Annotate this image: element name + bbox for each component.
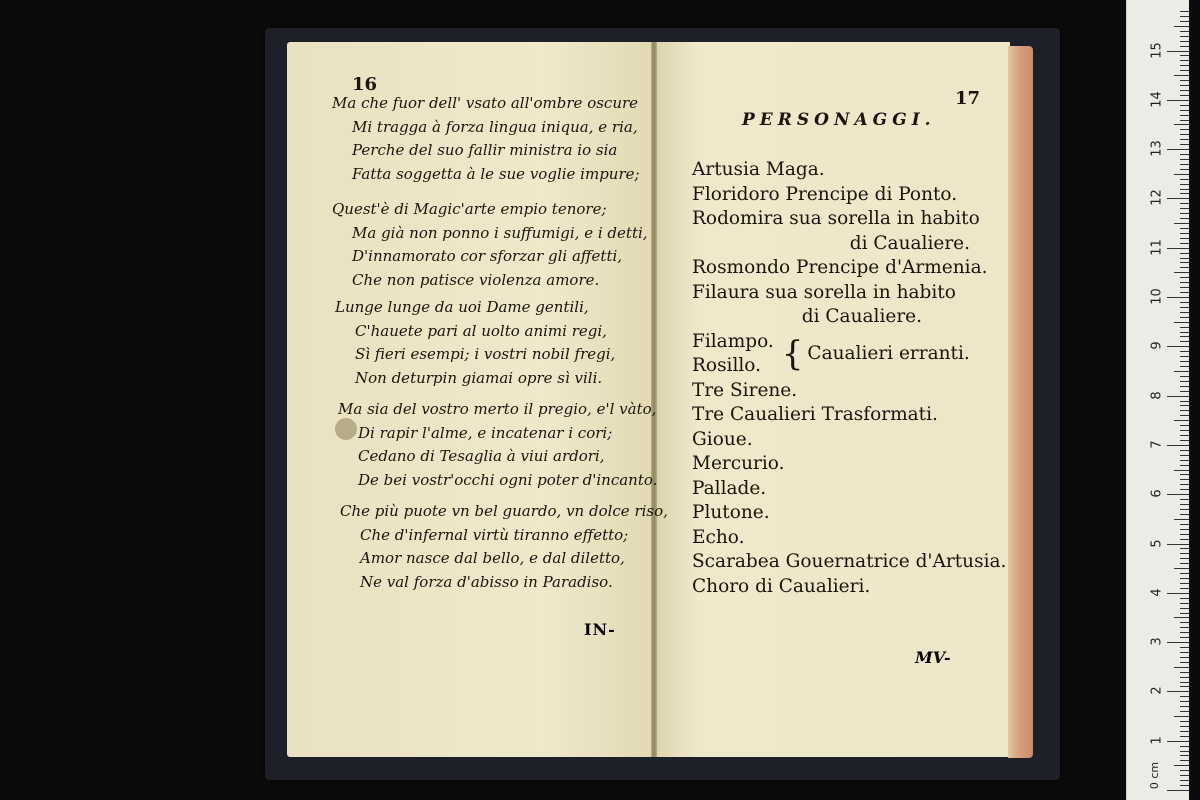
ruler-tick xyxy=(1180,770,1189,771)
ruler-tick xyxy=(1180,573,1189,574)
cast-entry: Tre Caualieri Trasformati. xyxy=(692,404,938,425)
verse-line: C'hauete pari al uolto animi regi, xyxy=(355,321,607,340)
verse-line: Di rapir l'alme, e incatenar i cori; xyxy=(358,423,613,442)
ruler-tick xyxy=(1167,396,1189,397)
ruler-tick xyxy=(1180,16,1189,17)
ruler-tick xyxy=(1180,435,1189,436)
ruler-tick xyxy=(1180,262,1189,263)
ruler-tick xyxy=(1180,410,1189,411)
ruler-unit-label: 0 cm xyxy=(1148,761,1162,790)
ruler-tick xyxy=(1180,218,1189,219)
cast-entry: Filaura sua sorella in habito xyxy=(692,281,956,303)
ruler-tick xyxy=(1167,691,1189,692)
ruler-tick xyxy=(1180,144,1189,145)
ruler-tick xyxy=(1180,70,1189,71)
ruler-tick xyxy=(1180,361,1189,362)
ruler-tick xyxy=(1180,760,1189,761)
ruler-tick xyxy=(1180,302,1189,303)
page-edges xyxy=(1008,46,1033,758)
ruler-tick xyxy=(1180,479,1189,480)
ruler-tick xyxy=(1180,55,1189,56)
ruler-tick xyxy=(1180,514,1189,515)
ruler-tick xyxy=(1174,470,1189,471)
ruler-tick xyxy=(1180,193,1189,194)
ruler-tick xyxy=(1180,460,1189,461)
ruler-tick xyxy=(1167,100,1189,101)
ruler-number: 7 xyxy=(1149,440,1165,449)
ruler-tick xyxy=(1180,706,1189,707)
ruler-tick xyxy=(1180,598,1189,599)
verse-line: Mi tragga à forza lingua iniqua, e ria, xyxy=(352,117,638,136)
scale-ruler xyxy=(1126,0,1189,800)
ruler-tick xyxy=(1174,322,1189,323)
ruler-tick xyxy=(1180,105,1189,106)
ruler-tick xyxy=(1180,627,1189,628)
ruler-tick xyxy=(1180,415,1189,416)
ruler-tick xyxy=(1167,198,1189,199)
ruler-tick xyxy=(1167,445,1189,446)
ruler-tick xyxy=(1180,341,1189,342)
ruler-tick xyxy=(1180,662,1189,663)
ruler-tick xyxy=(1180,238,1189,239)
ruler-tick xyxy=(1180,529,1189,530)
ruler-tick xyxy=(1180,755,1189,756)
ruler-tick xyxy=(1180,489,1189,490)
ruler-tick xyxy=(1180,588,1189,589)
ruler-tick xyxy=(1167,248,1189,249)
ruler-tick xyxy=(1174,716,1189,717)
ruler-tick xyxy=(1180,465,1189,466)
verse-line: Che non patisce violenza amore. xyxy=(352,270,600,289)
ruler-tick xyxy=(1167,593,1189,594)
ruler-tick xyxy=(1180,65,1189,66)
cast-entry: Echo. xyxy=(692,526,745,548)
ruler-tick xyxy=(1180,746,1189,747)
ruler-tick xyxy=(1180,31,1189,32)
ruler-tick xyxy=(1180,282,1189,283)
ruler-tick xyxy=(1180,110,1189,111)
ruler-tick xyxy=(1180,632,1189,633)
ruler-number: 15 xyxy=(1149,41,1165,59)
ruler-tick xyxy=(1180,578,1189,579)
ruler-tick xyxy=(1174,765,1189,766)
ruler-tick xyxy=(1180,85,1189,86)
cast-entry: Pallade. xyxy=(692,477,767,499)
ruler-number: 4 xyxy=(1149,588,1165,597)
ruler-number: 10 xyxy=(1149,288,1165,305)
left-page-number: 16 xyxy=(352,74,378,95)
verse-line: Che d'infernal virtù tiranno effetto; xyxy=(360,525,629,544)
ruler-tick xyxy=(1180,425,1189,426)
verse-line: Ma che fuor dell' vsato all'ombre oscure xyxy=(332,94,639,112)
ruler-tick xyxy=(1180,504,1189,505)
cast-group-names xyxy=(692,330,774,379)
ruler-tick xyxy=(1180,652,1189,653)
ruler-tick xyxy=(1174,272,1189,273)
ruler-number: 12 xyxy=(1149,189,1165,207)
ruler-tick xyxy=(1180,622,1189,623)
ruler-tick xyxy=(1180,115,1189,116)
ruler-tick xyxy=(1174,75,1189,76)
ruler-number: 6 xyxy=(1149,489,1165,498)
cast-entry: Mercurio. xyxy=(692,453,785,474)
ruler-tick xyxy=(1180,139,1189,140)
ruler-tick xyxy=(1180,474,1189,475)
ruler-tick xyxy=(1180,258,1189,259)
cast-group-label: Caualieri erranti. xyxy=(807,342,970,364)
left-catchword: IN- xyxy=(584,620,616,639)
ruler-tick xyxy=(1180,677,1189,678)
ruler-tick xyxy=(1180,553,1189,554)
ruler-tick xyxy=(1180,391,1189,392)
ruler-tick xyxy=(1180,327,1189,328)
ruler-tick xyxy=(1180,253,1189,254)
ruler-tick xyxy=(1180,243,1189,244)
ruler-tick xyxy=(1180,21,1189,22)
ruler-tick xyxy=(1180,134,1189,135)
ruler-number: 2 xyxy=(1149,686,1165,696)
verse-line: Lunge lunge da uoi Dame gentili, xyxy=(335,298,589,316)
ruler-tick xyxy=(1174,617,1189,618)
ruler-number: 8 xyxy=(1149,390,1165,400)
ruler-tick xyxy=(1180,405,1189,406)
ruler-number: 14 xyxy=(1149,91,1165,108)
ruler-tick xyxy=(1180,613,1189,614)
ruler-tick xyxy=(1180,401,1189,402)
verse-line: Ma sia del vostro merto il pregio, e'l vàto, xyxy=(338,400,657,418)
ruler-tick xyxy=(1180,583,1189,584)
ruler-tick xyxy=(1180,751,1189,752)
ruler-tick xyxy=(1180,440,1189,441)
ruler-tick xyxy=(1167,494,1189,495)
cast-entry: Gioue. xyxy=(692,428,753,450)
ruler-tick xyxy=(1180,721,1189,722)
ruler-tick xyxy=(1180,336,1189,337)
cast-entry: Filampo. xyxy=(692,330,774,352)
ruler-tick xyxy=(1180,672,1189,673)
ruler-tick xyxy=(1180,682,1189,683)
ruler-tick xyxy=(1174,568,1189,569)
ruler-tick xyxy=(1180,129,1189,130)
ruler-tick xyxy=(1180,711,1189,712)
ruler-tick xyxy=(1180,657,1189,658)
verse-line: Fatta soggetta à le sue voglie impure; xyxy=(352,164,640,183)
ruler-tick xyxy=(1180,524,1189,525)
ruler-tick xyxy=(1180,164,1189,165)
stanza-5 xyxy=(340,500,670,594)
brace-glyph: { xyxy=(781,334,804,374)
cast-entry: Rodomira sua sorella in habito xyxy=(692,208,980,229)
ruler-tick xyxy=(1180,701,1189,702)
ruler-tick xyxy=(1180,233,1189,234)
ruler-tick xyxy=(1180,780,1189,781)
ruler-tick xyxy=(1180,534,1189,535)
ruler-tick xyxy=(1180,213,1189,214)
ruler-tick xyxy=(1180,548,1189,549)
ruler-number: 11 xyxy=(1149,238,1165,256)
ruler-tick xyxy=(1174,174,1189,175)
ruler-tick xyxy=(1180,184,1189,185)
ruler-tick xyxy=(1180,317,1189,318)
ruler-tick xyxy=(1180,312,1189,313)
ruler-number: 3 xyxy=(1149,637,1165,646)
cast-entry-continuation: di Caualiere. xyxy=(849,232,970,254)
ruler-tick xyxy=(1180,267,1189,268)
ruler-tick xyxy=(1180,785,1189,786)
cast-entry: Floridoro Prencipe di Ponto. xyxy=(692,183,958,205)
ruler-tick xyxy=(1167,790,1189,791)
ruler-tick xyxy=(1167,149,1189,150)
cast-list xyxy=(692,158,1007,599)
ruler-number: 13 xyxy=(1149,140,1165,157)
ruler-tick xyxy=(1167,346,1189,347)
ruler-tick xyxy=(1180,179,1189,180)
verse-line: Amor nasce dal bello, e dal diletto, xyxy=(360,549,625,567)
ruler-tick xyxy=(1180,608,1189,609)
cast-group xyxy=(692,330,992,379)
ruler-tick xyxy=(1180,36,1189,37)
ruler-tick xyxy=(1167,51,1189,52)
ruler-tick xyxy=(1174,124,1189,125)
cast-entry: Rosillo. xyxy=(692,355,762,376)
ruler-tick xyxy=(1180,563,1189,564)
cast-heading: PERSONAGGI. xyxy=(742,110,936,130)
ruler-tick xyxy=(1180,366,1189,367)
ruler-tick xyxy=(1180,90,1189,91)
cast-entry: Scarabea Gouernatrice d'Artusia. xyxy=(692,551,1007,572)
ruler-tick xyxy=(1180,603,1189,604)
ruler-tick xyxy=(1180,46,1189,47)
ruler-tick xyxy=(1174,420,1189,421)
stanza-3 xyxy=(335,296,665,390)
stanza-2 xyxy=(332,198,662,292)
ruler-tick xyxy=(1180,696,1189,697)
ruler-tick xyxy=(1167,297,1189,298)
ruler-tick xyxy=(1180,203,1189,204)
ruler-number: 5 xyxy=(1149,538,1165,548)
stanza-1 xyxy=(332,92,662,186)
ruler-tick xyxy=(1167,642,1189,643)
ruler-tick xyxy=(1180,351,1189,352)
cast-entry: Artusia Maga. xyxy=(692,159,825,180)
ruler-tick xyxy=(1180,455,1189,456)
ruler-tick xyxy=(1180,356,1189,357)
ruler-tick xyxy=(1180,307,1189,308)
ruler-tick xyxy=(1180,726,1189,727)
ruler-tick xyxy=(1180,277,1189,278)
ruler-tick xyxy=(1180,95,1189,96)
ruler-tick xyxy=(1180,775,1189,776)
ruler-tick xyxy=(1180,637,1189,638)
ruler-tick xyxy=(1174,667,1189,668)
verse-line: De bei vostr'occhi ogni poter d'incanto. xyxy=(358,470,658,489)
ruler-tick xyxy=(1180,539,1189,540)
cast-entry: Rosmondo Prencipe d'Armenia. xyxy=(692,257,988,278)
ruler-tick xyxy=(1180,292,1189,293)
verse-line: Ne val forza d'abisso in Paradiso. xyxy=(360,572,613,591)
right-page-number: 17 xyxy=(955,88,981,109)
ruler-tick xyxy=(1180,332,1189,333)
ruler-tick xyxy=(1180,228,1189,229)
ruler-tick xyxy=(1180,287,1189,288)
ruler-tick xyxy=(1180,208,1189,209)
ruler-tick xyxy=(1180,499,1189,500)
ruler-tick xyxy=(1180,376,1189,377)
verse-line: Cedano di Tesaglia à viui ardori, xyxy=(358,447,605,465)
verse-line: Non deturpin giamai opre sì vili. xyxy=(355,368,603,387)
ruler-tick xyxy=(1180,120,1189,121)
ruler-tick xyxy=(1180,189,1189,190)
ruler-tick xyxy=(1174,371,1189,372)
ruler-tick xyxy=(1180,386,1189,387)
right-catchword: MV- xyxy=(915,648,951,667)
ruler-number: 9 xyxy=(1149,341,1165,350)
ruler-tick xyxy=(1180,169,1189,170)
ruler-tick xyxy=(1180,450,1189,451)
ruler-tick xyxy=(1180,509,1189,510)
ruler-tick xyxy=(1167,741,1189,742)
ruler-tick xyxy=(1180,154,1189,155)
ruler-tick xyxy=(1180,41,1189,42)
ruler-tick xyxy=(1180,736,1189,737)
ruler-tick xyxy=(1180,647,1189,648)
cast-entry: Choro di Caualieri. xyxy=(692,575,871,597)
verse-line: Che più puote vn bel guardo, vn dolce riso, xyxy=(340,502,668,520)
ruler-number: 1 xyxy=(1149,736,1165,745)
ruler-tick xyxy=(1180,381,1189,382)
ruler-tick xyxy=(1167,544,1189,545)
cast-entry-continuation: di Caualiere. xyxy=(801,306,922,327)
ruler-tick xyxy=(1180,430,1189,431)
stanza-4 xyxy=(338,398,668,492)
ruler-tick xyxy=(1180,686,1189,687)
ruler-tick xyxy=(1174,223,1189,224)
verse-line: Perche del suo fallir ministra io sia xyxy=(352,141,618,159)
ruler-tick xyxy=(1174,519,1189,520)
ruler-tick xyxy=(1180,558,1189,559)
verse-line: D'innamorato cor sforzar gli affetti, xyxy=(352,247,623,265)
verse-line: Ma già non ponno i suffumigi, e i detti, xyxy=(352,223,648,242)
ruler-tick xyxy=(1180,731,1189,732)
ruler-tick xyxy=(1174,26,1189,27)
verse-line: Quest'è di Magic'arte empio tenore; xyxy=(332,200,607,218)
cast-entry: Tre Sirene. xyxy=(692,379,798,401)
cast-entry: Plutone. xyxy=(692,502,770,523)
verse-line: Sì fieri esempi; i vostri nobil fregi, xyxy=(355,345,616,363)
ruler-tick xyxy=(1180,159,1189,160)
ruler-tick xyxy=(1180,11,1189,12)
ruler-tick xyxy=(1180,484,1189,485)
ruler-tick xyxy=(1180,80,1189,81)
ruler-tick xyxy=(1180,60,1189,61)
